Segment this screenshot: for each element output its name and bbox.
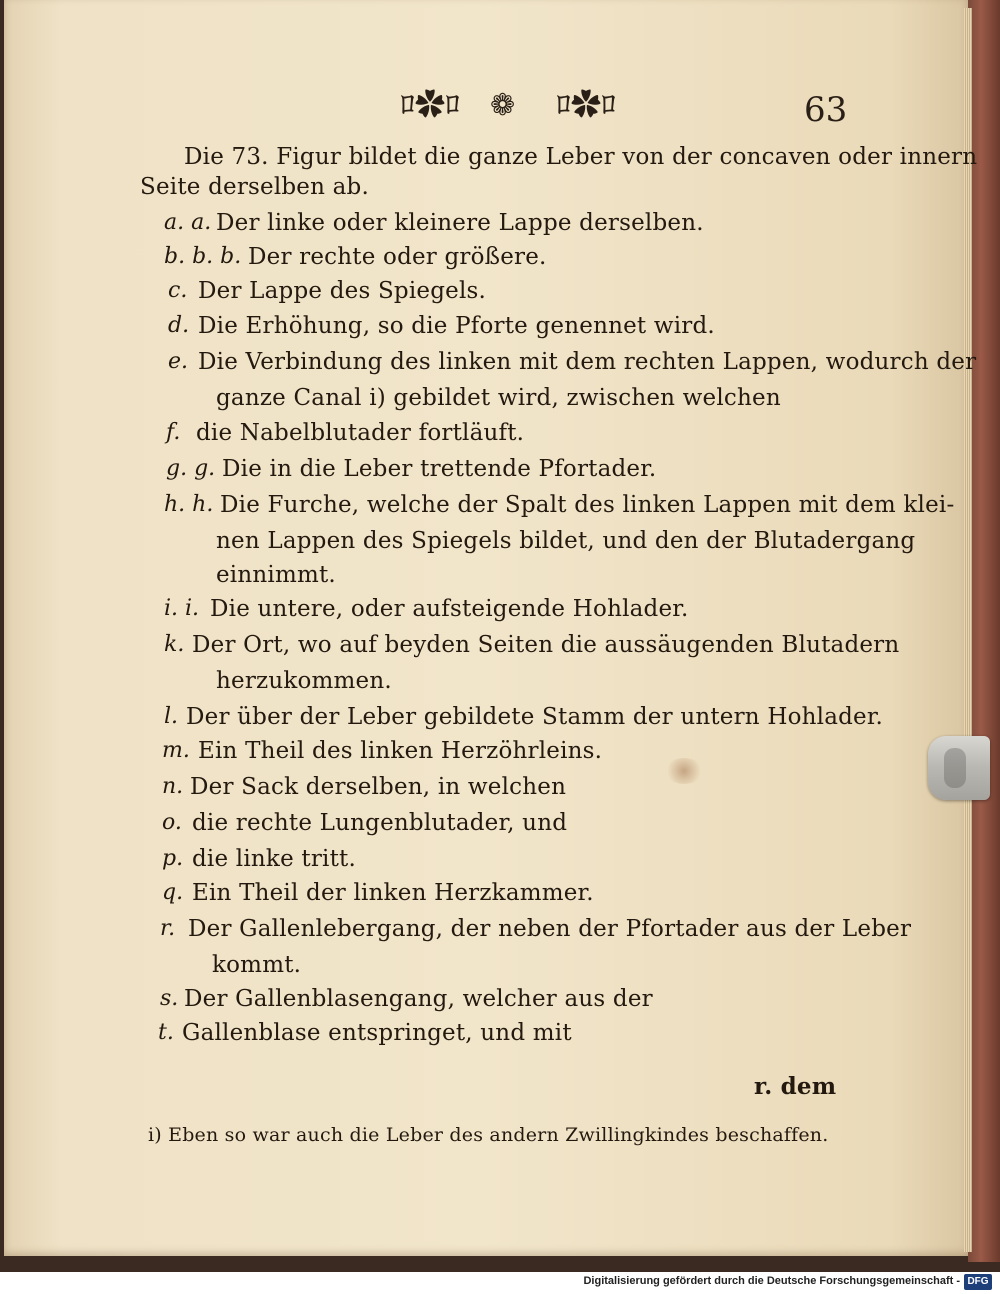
item-line: Der Lappe des Spiegels. — [198, 278, 487, 304]
item-line: Die untere, oder aufsteigende Hohlader. — [210, 596, 689, 622]
item-letter: r. — [160, 916, 176, 941]
item-line: die Nabelblutader fortläuft. — [196, 420, 525, 446]
item-letter: p. — [162, 846, 184, 871]
item-letter: s. — [160, 986, 179, 1011]
item-letter: n. — [162, 774, 184, 799]
item-line: Der über der Leber gebildete Stamm der untern Hohlader. — [186, 704, 884, 730]
page-clip-hole — [944, 748, 966, 788]
item-line: die rechte Lungenblutader, und — [192, 810, 568, 836]
item-letter: e. — [168, 349, 189, 374]
ornament-right: ﾛ✿ﾛ — [556, 88, 616, 123]
page-clip-tab — [928, 736, 990, 800]
item-letter: k. — [164, 632, 185, 657]
item-letter: d. — [168, 313, 190, 338]
item-letter: l. — [164, 704, 179, 729]
item-line: Die Erhöhung, so die Pforte genennet wird. — [198, 313, 715, 339]
item-line: Gallenblase entspringet, und mit — [182, 1020, 572, 1046]
item-letter: f. — [166, 420, 181, 445]
item-line: nen Lappen des Spiegels bildet, und den der Blutadergang — [216, 528, 916, 554]
funding-credit: Digitalisierung gefördert durch die Deutsche Forschungsgemeinschaft - — [583, 1275, 960, 1287]
intro-line-2: Seite derselben ab. — [140, 174, 369, 200]
item-line: herzukommen. — [216, 668, 392, 694]
item-letter: g. g. — [166, 456, 216, 481]
item-line: Der linke oder kleinere Lappe derselben. — [216, 210, 704, 236]
item-line: Die Verbindung des linken mit dem rechten Lappen, wodurch der — [198, 349, 977, 375]
item-letter: q. — [162, 880, 184, 905]
item-line: kommt. — [212, 952, 302, 978]
viewer-footer — [0, 1272, 1000, 1294]
item-letter: m. — [162, 738, 190, 763]
footnote: i) Eben so war auch die Leber des andern Zwillingkindes beschaffen. — [148, 1124, 829, 1146]
item-line: Ein Theil des linken Herzöhrleins. — [198, 738, 603, 764]
dfg-logo-icon[interactable]: DFG — [964, 1274, 992, 1290]
intro-line-1: Die 73. Figur bildet die ganze Leber von der concaven oder innern — [184, 144, 978, 170]
item-line: Die Furche, welche der Spalt des linken Lappen mit dem klei- — [220, 492, 955, 518]
item-letter: h. h. — [164, 492, 214, 517]
item-line: Der Sack derselben, in welchen — [190, 774, 567, 800]
book-page — [4, 0, 978, 1256]
ornament-center: ❁ — [490, 88, 516, 123]
page-fore-edge — [964, 8, 972, 1252]
item-line: Die in die Leber trettende Pfortader. — [222, 456, 657, 482]
item-letter: b. b. b. — [164, 244, 242, 269]
page-number: 63 — [804, 90, 848, 130]
item-letter: a. a. — [164, 210, 212, 235]
ornament-left: ﾛ✿ﾛ — [400, 88, 460, 123]
item-letter: t. — [158, 1020, 174, 1045]
item-line: einnimmt. — [216, 562, 336, 588]
book-cover-edge — [968, 0, 1000, 1262]
item-line: die linke tritt. — [192, 846, 356, 872]
item-letter: i. i. — [164, 596, 200, 621]
page-stain — [664, 758, 704, 784]
item-line: Der Gallenblasengang, welcher aus der — [184, 986, 653, 1012]
item-line: Ein Theil der linken Herzkammer. — [192, 880, 594, 906]
item-line: Der rechte oder größere. — [248, 244, 547, 270]
item-line: Der Gallenlebergang, der neben der Pfortader aus der Leber — [188, 916, 912, 942]
item-letter: c. — [168, 278, 188, 303]
item-line: ganze Canal i) gebildet wird, zwischen welchen — [216, 385, 781, 411]
item-line: Der Ort, wo auf beyden Seiten die aussäugenden Blutadern — [192, 632, 900, 658]
item-letter: o. — [162, 810, 182, 835]
catchword: r. dem — [754, 1073, 837, 1100]
